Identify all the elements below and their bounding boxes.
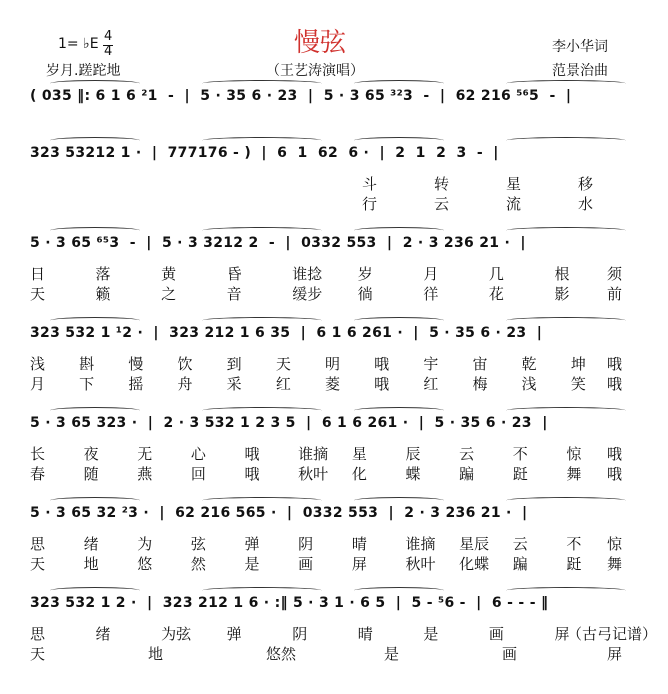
slur-mark: [354, 317, 444, 324]
slur-mark: [506, 497, 626, 504]
key-signature: 1= ♭E: [58, 36, 99, 52]
lyric-syllable: 徉: [423, 285, 439, 303]
lyric-syllable: 采: [226, 375, 242, 393]
slur-mark: [202, 497, 322, 504]
lyric-syllable: 夜: [83, 445, 99, 463]
lyric-syllable: 宇: [423, 355, 439, 373]
lyric-row-verse-2: [0, 193, 668, 213]
lyric-syllable: 水: [578, 195, 594, 213]
lyric-syllable: 音: [226, 285, 242, 303]
lyric-syllable: 舞: [566, 465, 582, 483]
lyric-syllable: 星: [351, 445, 367, 463]
lyric-syllable: 明: [325, 355, 341, 373]
lyric-syllable: 浅: [521, 375, 537, 393]
slur-mark: [506, 227, 626, 234]
slur-mark: [354, 137, 444, 144]
slur-mark: [202, 227, 322, 234]
lyric-syllable: 梅: [472, 375, 488, 393]
slur-mark: [50, 407, 140, 414]
song-title: 慢弦: [294, 28, 347, 58]
lyric-row-verse-1: [0, 623, 668, 643]
lyric-syllable: 无: [137, 445, 153, 463]
lyric-syllable: 然: [190, 555, 206, 573]
lyric-row-verse-1: [0, 353, 668, 373]
lyric-syllable: 跹: [566, 555, 582, 573]
lyric-syllable: 天: [30, 645, 46, 663]
lyric-syllable: 斟: [79, 355, 95, 373]
slur-mark: [506, 137, 626, 144]
lyric-syllable: 哦: [607, 355, 623, 373]
lyric-syllable: 思: [30, 625, 46, 643]
lyric-syllable: 宙: [472, 355, 488, 373]
lyric-row-verse-2: [0, 283, 668, 303]
lyric-syllable: 之: [161, 285, 177, 303]
lyricist-credit: 李小华词: [552, 39, 608, 55]
lyric-syllable: 蝶: [405, 465, 421, 483]
lyric-syllable: 蹁: [459, 465, 475, 483]
lyric-syllable: 悠: [137, 555, 153, 573]
lyric-syllable: 摇: [128, 375, 144, 393]
notation-line: 5 · 3 65 ⁶⁵3 - | 5 · 3 3212 2 - | 0332 553 | 2 · 3 236 21 · |: [30, 235, 526, 251]
lyric-syllable: 阴: [298, 535, 314, 553]
slur-mark: [202, 407, 322, 414]
lyric-syllable: 影: [554, 285, 570, 303]
slur-mark: [354, 497, 444, 504]
lyric-syllable: 星: [506, 175, 522, 193]
lyric-syllable: 红: [275, 375, 291, 393]
notation-line: 323 532 1 ¹2 · | 323 212 1 6 35 | 6 1 6 261 · | 5 · 35 6 · 23 |: [30, 325, 543, 341]
lyric-row-verse-1: [0, 443, 668, 463]
lyric-syllable: 秋叶: [298, 465, 329, 483]
slur-mark: [506, 587, 626, 594]
lyric-syllable: 流: [506, 195, 522, 213]
slur-mark: [50, 137, 140, 144]
lyric-syllable: 为: [137, 535, 153, 553]
lyric-syllable: 下: [79, 375, 95, 393]
lyric-row-verse-2: [0, 463, 668, 483]
lyric-syllable: 化: [351, 465, 367, 483]
lyric-syllable: 笑: [570, 375, 586, 393]
composer-credit: 范景治曲: [552, 63, 608, 79]
lyric-syllable: 落: [95, 265, 111, 283]
slur-mark: [50, 227, 140, 234]
lyric-row-verse-2: [0, 373, 668, 393]
lyric-syllable: 饮: [177, 355, 193, 373]
slur-mark: [506, 317, 626, 324]
lyric-syllable: 地: [148, 645, 164, 663]
lyric-syllable: 心: [190, 445, 206, 463]
lyric-syllable: 是: [384, 645, 400, 663]
lyric-row-verse-1: [0, 263, 668, 283]
lyric-syllable: 哦: [244, 465, 260, 483]
lyric-syllable: 跹: [512, 465, 528, 483]
lyric-syllable: 绪: [83, 535, 99, 553]
singer-credit: （王艺涛演唱）: [266, 63, 364, 79]
lyric-syllable: 坤: [570, 355, 586, 373]
lyric-syllable: （古弓记谱）: [567, 625, 658, 643]
slur-mark: [50, 497, 140, 504]
slur-mark: [354, 227, 444, 234]
lyric-syllable: 地: [83, 555, 99, 573]
slur-mark: [506, 407, 626, 414]
lyric-syllable: 哦: [607, 375, 623, 393]
slur-mark: [354, 407, 444, 414]
lyric-syllable: 天: [30, 285, 46, 303]
slur-mark: [354, 80, 444, 87]
lyric-syllable: 行: [362, 195, 378, 213]
lyric-syllable: 云: [434, 195, 450, 213]
lyric-syllable: 须: [607, 265, 623, 283]
lyric-syllable: 屏: [554, 625, 570, 643]
slur-mark: [202, 80, 322, 87]
lyric-syllable: 黄: [161, 265, 177, 283]
lyric-syllable: 慢: [128, 355, 144, 373]
lyric-syllable: 惊: [607, 535, 623, 553]
lyric-syllable: 为弦: [161, 625, 192, 643]
lyric-syllable: 阴: [292, 625, 308, 643]
slur-mark: [50, 80, 140, 87]
lyric-syllable: 根: [554, 265, 570, 283]
lyric-syllable: 哦: [374, 355, 390, 373]
lyric-syllable: 云: [459, 445, 475, 463]
time-signature-bottom: 4: [104, 44, 113, 59]
lyric-syllable: 菱: [325, 375, 341, 393]
lyric-syllable: 不: [512, 445, 528, 463]
lyric-syllable: 前: [607, 285, 623, 303]
slur-mark: [354, 587, 444, 594]
lyric-syllable: 画: [488, 625, 504, 643]
lyric-syllable: 月: [30, 375, 46, 393]
lyric-row-verse-1: [0, 173, 668, 193]
lyric-syllable: 悠然: [266, 645, 297, 663]
lyric-syllable: 屏: [351, 555, 367, 573]
lyric-syllable: 云: [512, 535, 528, 553]
lyric-syllable: 谁捻: [292, 265, 323, 283]
lyric-row-verse-2: [0, 643, 668, 663]
lyric-syllable: 昏: [226, 265, 242, 283]
notation-line: ( 035 ‖: 6 1 6 ²1 - | 5 · 35 6 · 23 | 5 · 3 65 ³²3 - | 62 216 ⁵⁶5 - |: [30, 88, 572, 104]
notation-line: 5 · 3 65 32 ²3 · | 62 216 565 · | 0332 553 | 2 · 3 236 21 · |: [30, 505, 528, 521]
lyric-syllable: 哦: [607, 445, 623, 463]
lyric-syllable: 是: [423, 625, 439, 643]
lyric-syllable: 月: [423, 265, 439, 283]
lyric-syllable: 弹: [226, 625, 242, 643]
lyric-syllable: 蹁: [512, 555, 528, 573]
lyric-syllable: 浅: [30, 355, 46, 373]
lyric-syllable: 移: [578, 175, 594, 193]
lyric-syllable: 花: [488, 285, 504, 303]
lyric-syllable: 舞: [607, 555, 623, 573]
lyric-syllable: 谁摘: [298, 445, 329, 463]
lyric-syllable: 辰: [405, 445, 421, 463]
subtitle-left: 岁月.蹉跎地: [46, 63, 121, 79]
lyric-syllable: 惊: [566, 445, 582, 463]
slur-mark: [202, 137, 322, 144]
lyric-syllable: 绪: [95, 625, 111, 643]
lyric-syllable: 乾: [521, 355, 537, 373]
lyric-syllable: 徜: [357, 285, 373, 303]
slur-mark: [506, 80, 626, 87]
time-signature-top: 4: [104, 29, 113, 44]
lyric-syllable: 几: [488, 265, 504, 283]
lyric-syllable: 谁摘: [405, 535, 436, 553]
lyric-syllable: 春: [30, 465, 46, 483]
lyric-syllable: 岁: [357, 265, 373, 283]
lyric-syllable: 是: [244, 555, 260, 573]
slur-mark: [50, 587, 140, 594]
slur-mark: [202, 587, 322, 594]
lyric-syllable: 回: [190, 465, 206, 483]
lyric-syllable: 舟: [177, 375, 193, 393]
notation-line: 323 53212 1 · | 777176 - ) | 6 1 62 6 · | 2 1 2 3 - |: [30, 145, 499, 161]
lyric-syllable: 弹: [244, 535, 260, 553]
lyric-syllable: 哦: [244, 445, 260, 463]
notation-line: 5 · 3 65 323 · | 2 · 3 532 1 2 3 5 | 6 1 6 261 · | 5 · 35 6 · 23 |: [30, 415, 548, 431]
lyric-syllable: 燕: [137, 465, 153, 483]
lyric-syllable: 缓步: [292, 285, 323, 303]
lyric-syllable: 到: [226, 355, 242, 373]
lyric-syllable: 晴: [351, 535, 367, 553]
slur-mark: [50, 317, 140, 324]
notation-line: 323 532 1 2 · | 323 212 1 6 · :‖ 5 · 3 1 · 6 5 | 5 - ⁵6 - | 6 - - - ‖: [30, 595, 549, 611]
lyric-syllable: 日: [30, 265, 46, 283]
lyric-syllable: 画: [502, 645, 518, 663]
lyric-syllable: 弦: [190, 535, 206, 553]
lyric-syllable: 籁: [95, 285, 111, 303]
lyric-syllable: 化蝶: [459, 555, 490, 573]
lyric-syllable: 长: [30, 445, 46, 463]
lyric-syllable: 哦: [374, 375, 390, 393]
lyric-syllable: 星辰: [459, 535, 490, 553]
lyric-syllable: 红: [423, 375, 439, 393]
slur-mark: [202, 317, 322, 324]
lyric-syllable: 晴: [357, 625, 373, 643]
lyric-syllable: 转: [434, 175, 450, 193]
lyric-syllable: 思: [30, 535, 46, 553]
lyric-syllable: 画: [298, 555, 314, 573]
lyric-syllable: 天: [30, 555, 46, 573]
lyric-syllable: 随: [83, 465, 99, 483]
lyric-syllable: 屏: [607, 645, 623, 663]
lyric-syllable: 斗: [362, 175, 378, 193]
lyric-syllable: 秋叶: [405, 555, 436, 573]
lyric-syllable: 天: [275, 355, 291, 373]
lyric-row-verse-1: [0, 533, 668, 553]
lyric-syllable: 哦: [607, 465, 623, 483]
lyric-syllable: 不: [566, 535, 582, 553]
lyric-row-verse-2: [0, 553, 668, 573]
